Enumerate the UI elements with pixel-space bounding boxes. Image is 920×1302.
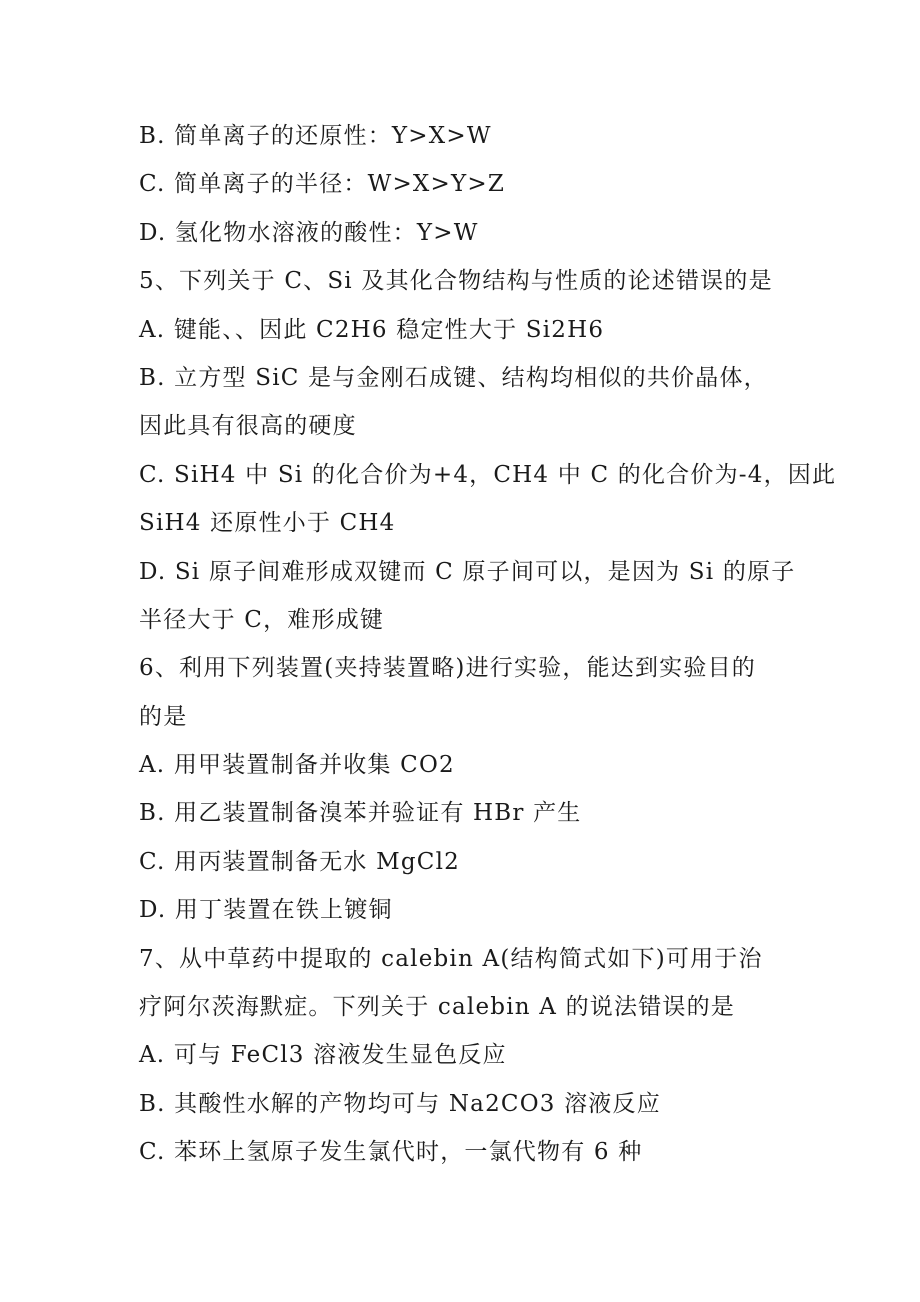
question-7-stem: 7、从中草药中提取的 calebin A(结构简式如下)可用于治 [139,945,763,972]
option-c-q7: C. 苯环上氢原子发生氯代时，一氯代物有 6 种 [139,1139,643,1166]
option-b-q7: B. 其酸性水解的产物均可与 Na2CO3 溶液反应 [139,1090,661,1117]
option-b-q4: B. 简单离子的还原性：Y>X>W [139,123,492,149]
option-b-q6: B. 用乙装置制备溴苯并验证有 HBr 产生 [139,800,582,827]
option-c-q5: C. SiH4 中 Si 的化合价为+4，CH4 中 C 的化合价为-4，因此 [139,461,837,488]
option-a-q7: A. 可与 FeCl3 溶液发生显色反应 [139,1042,507,1069]
question-5-stem: 5、下列关于 C、Si 及其化合物结构与性质的论述错误的是 [139,268,773,295]
option-d-q4: D. 氢化物水溶液的酸性：Y>W [139,219,479,246]
option-a-q6: A. 用甲装置制备并收集 CO2 [139,752,455,779]
option-d-q5-cont: 半径大于 C，难形成键 [139,606,385,633]
question-7-stem-cont: 疗阿尔茨海默症。下列关于 calebin A 的说法错误的是 [139,994,735,1021]
option-b-q5: B. 立方型 SiC 是与金刚石成键、结构均相似的共价晶体， [139,364,768,391]
option-d-q6: D. 用丁装置在铁上镀铜 [139,897,393,924]
document-body [139,112,837,1177]
option-c-q5-cont: SiH4 还原性小于 CH4 [139,510,396,537]
option-b-q5-cont: 因此具有很高的硬度 [139,413,357,440]
question-6-stem: 6、利用下列装置(夹持装置略)进行实验，能达到实验目的 [139,655,756,682]
option-a-q5: A. 键能、、因此 C2H6 稳定性大于 Si2H6 [139,316,605,343]
option-d-q5: D. Si 原子间难形成双键而 C 原子间可以，是因为 Si 的原子 [139,558,796,585]
option-c-q6: C. 用丙装置制备无水 MgCl2 [139,848,460,875]
question-6-stem-cont: 的是 [139,703,188,730]
option-c-q4: C. 简单离子的半径：W>X>Y>Z [139,171,505,198]
